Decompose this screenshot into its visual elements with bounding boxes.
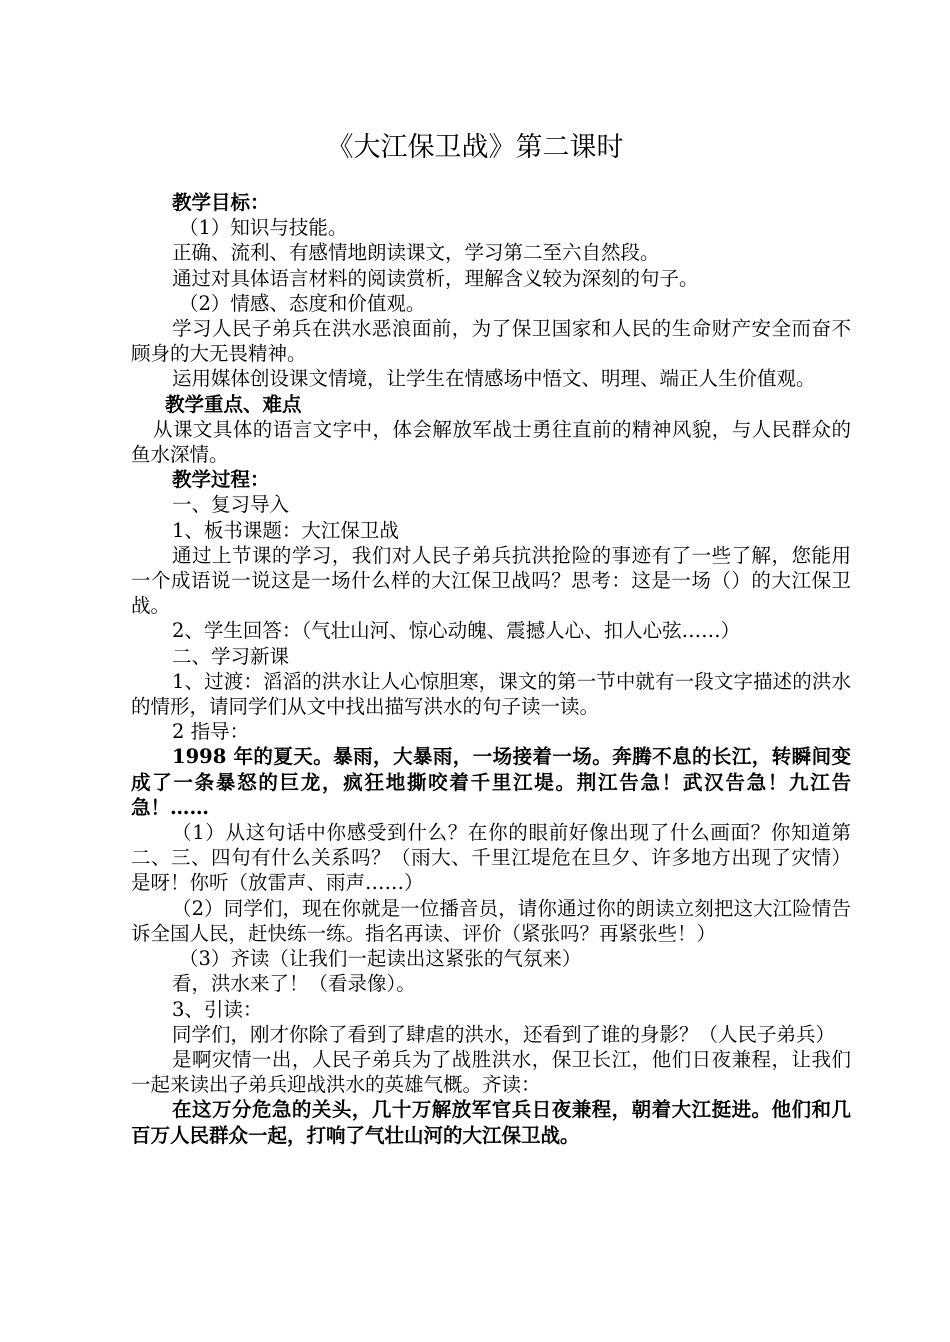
paragraph: （1）从这句话中你感受到什么？在你的眼前好像出现了什么画面？你知道第二、三、四句有什么关系吗？（雨大、千里江堤危在旦夕、许多地方出现了灾情）是呀！你听（放雷声、雨声……） [131, 821, 851, 895]
paragraph: 通过上节课的学习，我们对人民子弟兵抗洪抢险的事迹有了一些了解，您能用一个成语说一说这是一场什么样的大江保卫战吗？思考：这是一场（）的大江保卫战。 [131, 543, 851, 618]
paragraph: （2）同学们，现在你就是一位播音员，请你通过你的朗读立刻把这大江险情告诉全国人民，赶快练一练。指名再读、评价（紧张吗？再紧张些！） [131, 896, 851, 945]
paragraph: （2）情感、态度和价值观。 [179, 291, 426, 315]
paragraph: （1）知识与技能。 [179, 216, 348, 240]
document-title: 《大江保卫战》第二课时 [326, 132, 624, 163]
document-body [131, 190, 851, 1148]
paragraph: 在这万分危急的关头，几十万解放军官兵日夜兼程，朝着大江挺进。他们和几百万人民群众一起，打响了气壮山河的大江保卫战。 [131, 1098, 851, 1147]
paragraph: 运用媒体创设课文情境，让学生在情感场中悟文、明理、端正人生价值观。 [172, 367, 816, 391]
paragraph: 正确、流利、有感情地朗读课文，学习第二至六自然段。 [172, 241, 660, 265]
paragraph: 1、过渡：滔滔的洪水让人心惊胆寒，课文的第一节中就有一段文字描述的洪水的情形，请同学们从文中找出描写洪水的句子读一读。 [131, 669, 851, 719]
paragraph: 看，洪水来了！（看录像）。 [172, 972, 416, 996]
paragraph: 一、复习导入 [172, 493, 290, 517]
paragraph: 教学过程： [172, 468, 270, 492]
paragraph: 2 指导： [172, 720, 250, 744]
paragraph: 1、板书课题：大江保卫战 [172, 518, 399, 542]
paragraph: 2、学生回答：（气壮山河、惊心动魄、震撼人心、扣人心弦……） [172, 619, 741, 643]
paragraph: 同学们，刚才你除了看到了肆虐的洪水，还看到了谁的身影？（人民子弟兵） [172, 1022, 836, 1046]
paragraph: 1998 年的夏天。暴雨，大暴雨，一场接着一场。奔腾不息的长江，转瞬间变成了一条暴怒的巨龙，疯狂地撕咬着千里江堤。荆江告急！武汉告急！九江告急！…… [131, 745, 851, 819]
paragraph: 3、引读： [172, 997, 263, 1021]
paragraph: （3）齐读（让我们一起读出这紧张的气氛来） [179, 947, 582, 971]
paragraph: 教学重点、难点 [165, 392, 302, 416]
paragraph: 通过对具体语言材料的阅读赏析，理解含义较为深刻的句子。 [172, 266, 699, 290]
paragraph: 二、学习新课 [172, 644, 290, 668]
paragraph: 从课文具体的语言文字中，体会解放军战士勇往直前的精神风貌，与人民群众的鱼水深情。 [131, 417, 851, 467]
paragraph: 学习人民子弟兵在洪水恶浪面前，为了保卫国家和人民的生命财产安全而奋不顾身的大无畏精神。 [131, 317, 851, 366]
paragraph: 是啊灾情一出，人民子弟兵为了战胜洪水，保卫长江，他们日夜兼程，让我们一起来读出子弟兵迎战洪水的英雄气概。齐读： [131, 1047, 851, 1097]
paragraph: 教学目标： [172, 191, 270, 214]
